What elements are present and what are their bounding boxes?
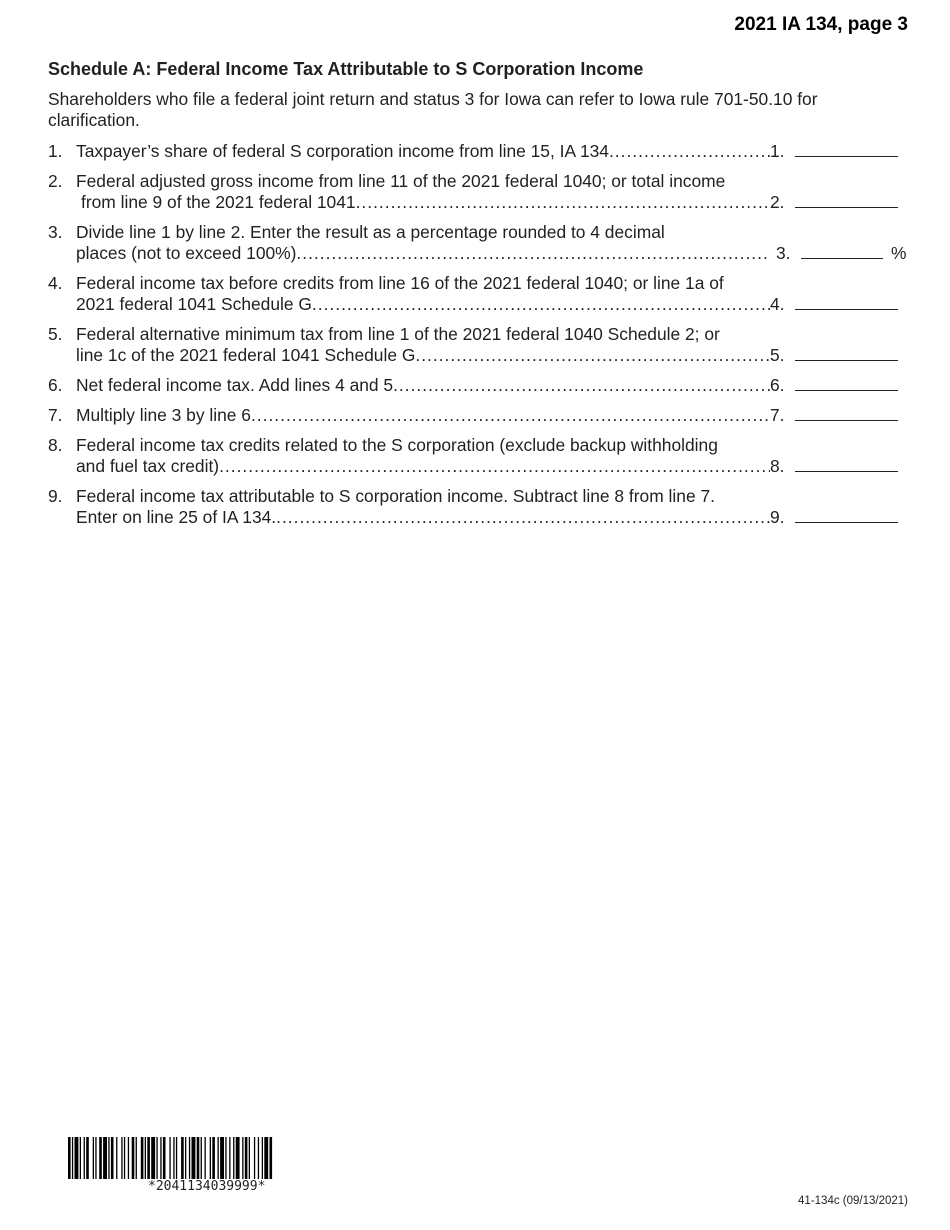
barcode-bar: [147, 1137, 150, 1179]
line-text: Federal alternative minimum tax from line 1 of the 2021 federal 1040 Schedule 2; or: [76, 324, 720, 344]
line-text: Net federal income tax. Add lines 4 and 5: [76, 375, 394, 395]
line-text-continued: places (not to exceed 100%): [76, 243, 297, 263]
amount-field-line-4[interactable]: [795, 292, 898, 310]
barcode-bar: [111, 1137, 114, 1179]
barcode-bar: [245, 1137, 248, 1179]
line-ref: 2.: [770, 192, 785, 212]
line-number: 4.: [48, 273, 63, 293]
line-item-2: [48, 171, 908, 213]
amount-field-line-1[interactable]: [795, 139, 898, 157]
line-text: Federal adjusted gross income from line 11 of the 2021 federal 1040; or total income: [76, 171, 726, 191]
dot-leader: [356, 192, 770, 213]
line-number: 5.: [48, 324, 63, 344]
line-number: 8.: [48, 435, 63, 455]
line-number: 2.: [48, 171, 63, 191]
amount-field-line-8[interactable]: [795, 454, 898, 472]
dot-leader: [609, 141, 770, 162]
schedule-intro: Shareholders who file a federal joint return and status 3 for Iowa can refer to Iowa rule 701-50.10 for clarification.: [48, 89, 818, 130]
line-item-3: [48, 222, 908, 264]
line-ref: 4.: [770, 294, 785, 314]
barcode-bar: [145, 1137, 146, 1179]
barcode-bar: [136, 1137, 137, 1179]
barcode-bar: [270, 1137, 273, 1179]
barcode-bar: [99, 1137, 102, 1179]
barcode-bar: [220, 1137, 224, 1179]
barcode-bar: [86, 1137, 89, 1179]
barcode-bar: [176, 1137, 177, 1179]
line-text-continued: 2021 federal 1041 Schedule G: [76, 294, 312, 314]
barcode-bar: [72, 1137, 73, 1179]
barcode-bar: [233, 1137, 234, 1179]
schedule-lines: [48, 141, 908, 537]
barcode-bar: [264, 1137, 268, 1179]
barcode-bar: [173, 1137, 174, 1179]
line-item-6: [48, 375, 908, 396]
line-text: Federal income tax attributable to S corporation income. Subtract line 8 from line 7.: [76, 486, 715, 506]
barcode-bar: [192, 1137, 196, 1179]
barcode-bar: [197, 1137, 200, 1179]
line-text: Federal income tax credits related to the S corporation (exclude backup withholding: [76, 435, 718, 455]
barcode-bar: [229, 1137, 230, 1179]
barcode-bar: [163, 1137, 166, 1179]
form-code: 41-134c (09/13/2021): [798, 1195, 908, 1207]
line-ref: 8.: [770, 456, 785, 476]
barcode-bar: [108, 1137, 109, 1179]
barcode-bar: [84, 1137, 85, 1179]
barcode-bar: [181, 1137, 184, 1179]
barcode-bar: [68, 1137, 71, 1179]
barcode-bar: [156, 1137, 157, 1179]
line-item-7: [48, 405, 908, 426]
line-text: Multiply line 3 by line 6: [76, 405, 251, 425]
barcode-bar: [189, 1137, 190, 1179]
dot-leader: [251, 405, 770, 426]
barcode-bar: [121, 1137, 122, 1179]
line-text-continued: and fuel tax credit): [76, 456, 220, 476]
line-text-continued: line 1c of the 2021 federal 1041 Schedule G: [76, 345, 416, 365]
barcode-text: *2041134039999*: [148, 1179, 266, 1194]
line-number: 7.: [48, 405, 63, 425]
barcode-bar: [212, 1137, 215, 1179]
barcode-bar: [210, 1137, 211, 1179]
dot-leader: [219, 456, 770, 477]
line-item-8: [48, 435, 908, 477]
barcode-bar: [201, 1137, 202, 1179]
line-text: Taxpayer’s share of federal S corporation income from line 15, IA 134: [76, 141, 609, 161]
page-header: 2021 IA 134, page 3: [734, 14, 908, 35]
dot-leader: [393, 375, 770, 396]
barcode-bar: [141, 1137, 144, 1179]
dot-leader: [296, 243, 770, 264]
barcode-bar: [151, 1137, 155, 1179]
barcode-bar: [80, 1137, 81, 1179]
barcode-bar: [169, 1137, 170, 1179]
line-number: 1.: [48, 141, 63, 161]
line-text: Divide line 1 by line 2. Enter the result as a percentage rounded to 4 decimal: [76, 222, 665, 242]
barcode-bar: [185, 1137, 186, 1179]
barcode-bar: [249, 1137, 250, 1179]
barcode-bar: [225, 1137, 226, 1179]
dot-leader: [415, 345, 770, 366]
barcode-bar: [242, 1137, 243, 1179]
dot-leader: [276, 507, 770, 528]
line-ref: 3.: [776, 243, 791, 263]
amount-field-line-2[interactable]: [795, 190, 898, 208]
barcode-bar: [132, 1137, 135, 1179]
line-ref: 7.: [770, 405, 785, 425]
amount-field-line-5[interactable]: [795, 343, 898, 361]
line-number: 9.: [48, 486, 63, 506]
amount-field-line-7[interactable]: [795, 403, 898, 421]
barcode-bar: [124, 1137, 125, 1179]
amount-field-line-6[interactable]: [795, 373, 898, 391]
barcode-bar: [95, 1137, 96, 1179]
line-item-9: [48, 486, 908, 528]
line-ref: 6.: [770, 375, 785, 395]
barcode-bar: [160, 1137, 161, 1179]
barcode-bar: [128, 1137, 129, 1179]
barcode-bar: [75, 1137, 79, 1179]
percentage-field-line-3[interactable]: [801, 241, 883, 259]
schedule-title: Schedule A: Federal Income Tax Attributable to S Corporation Income: [48, 59, 644, 79]
line-text: Federal income tax before credits from line 16 of the 2021 federal 1040; or line 1a of: [76, 273, 724, 293]
percent-sign: %: [891, 243, 907, 263]
line-ref: 9.: [770, 507, 785, 527]
barcode-bar: [205, 1137, 206, 1179]
barcode-bar: [93, 1137, 94, 1179]
dot-leader: [312, 294, 770, 315]
line-text-continued: from line 9 of the 2021 federal 1041: [81, 192, 356, 212]
barcode-bar: [218, 1137, 219, 1179]
amount-field-line-9[interactable]: [795, 505, 898, 523]
line-item-4: [48, 273, 908, 315]
line-number: 3.: [48, 222, 63, 242]
line-item-1: [48, 141, 908, 162]
barcode: [68, 1137, 350, 1179]
line-item-5: [48, 324, 908, 366]
barcode-bar: [103, 1137, 107, 1179]
line-ref: 5.: [770, 345, 785, 365]
line-number: 6.: [48, 375, 63, 395]
barcode-bar: [254, 1137, 255, 1179]
line-ref: 1.: [770, 141, 785, 161]
line-text-continued: Enter on line 25 of IA 134.: [76, 507, 277, 527]
barcode-bar: [258, 1137, 259, 1179]
barcode-bar: [236, 1137, 240, 1179]
barcode-bar: [262, 1137, 263, 1179]
barcode-bar: [116, 1137, 117, 1179]
